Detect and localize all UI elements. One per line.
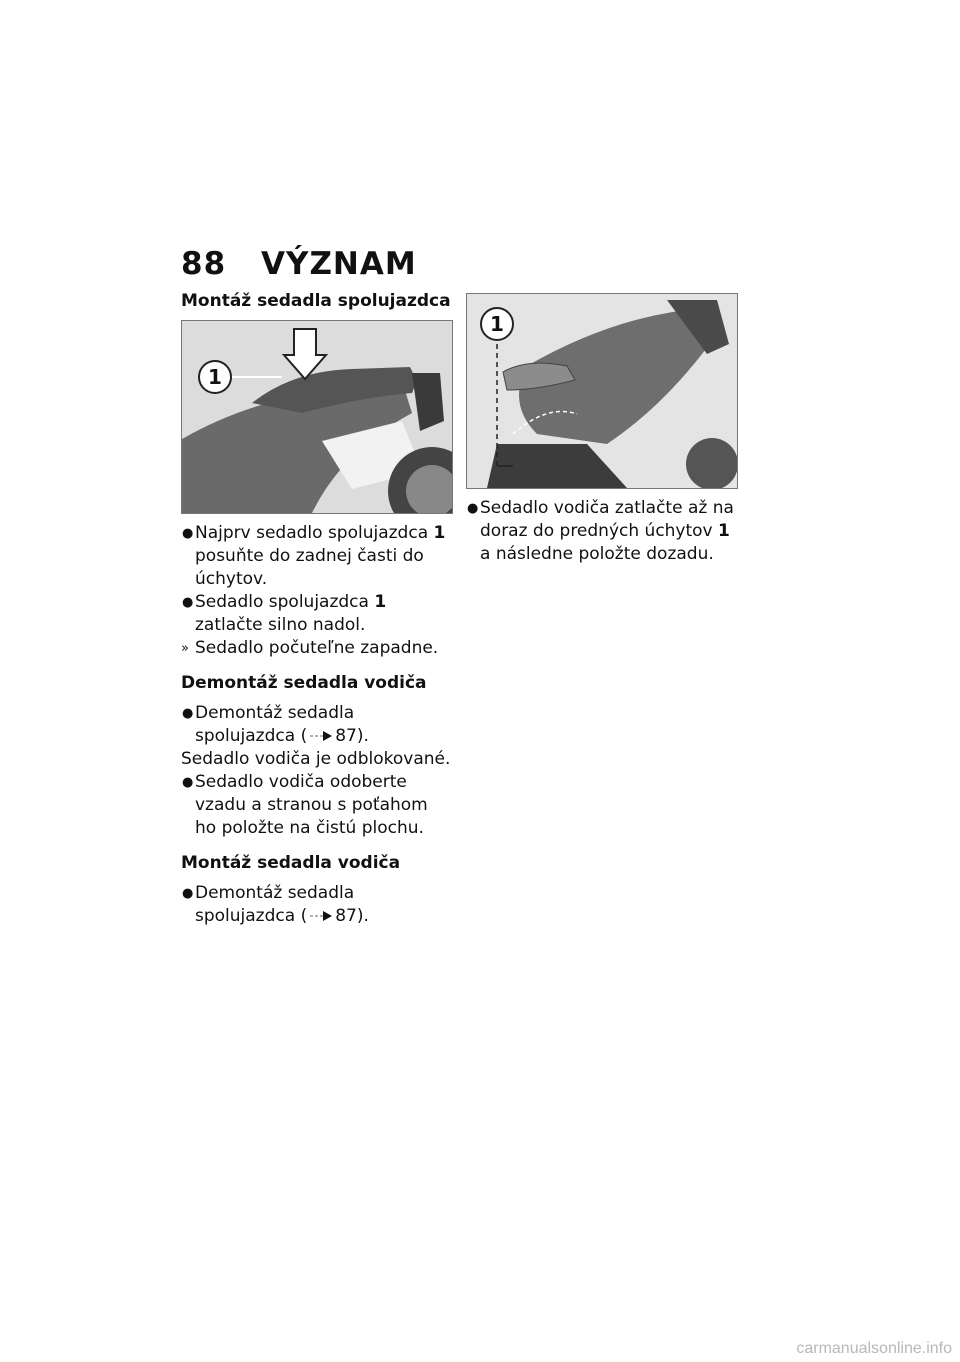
- page-reference-link[interactable]: 87: [307, 726, 357, 746]
- section-rider-seat-removal: [181, 672, 453, 840]
- list-item: ● Demontáž sedadla spolujazdca ( 87).: [182, 703, 369, 746]
- section-rider-seat-install: [181, 852, 453, 928]
- figure-callout-1: 1: [208, 365, 222, 389]
- page-ref-arrow-icon: [309, 910, 333, 922]
- passenger-seat-steps: [181, 522, 453, 660]
- figure-rider-seat: [466, 293, 738, 489]
- result-item: » Sedadlo počuteľne zapadne.: [181, 638, 439, 658]
- watermark: carmanualsonline.info: [796, 1340, 952, 1357]
- left-column: [181, 290, 453, 928]
- list-item: ● Sedadlo vodiča zatlačte až na doraz do predných úchytov 1 a následne položte dozadu.: [467, 498, 734, 564]
- page-number: 88: [181, 246, 227, 282]
- list-item: ● Demontáž sedadla spolujazdca ( 87).: [182, 883, 369, 926]
- page-reference-link[interactable]: 87: [307, 906, 357, 926]
- section-title-rider-seat-install: Montáž sedadla vodiča: [181, 853, 401, 873]
- rider-seat-illustration: [467, 294, 737, 488]
- section-title-passenger-seat-install: Montáž sedadla spolujazdca: [181, 291, 451, 311]
- rider-seat-steps: [466, 497, 738, 566]
- list-item: ● Najprv sedadlo spolujazdca 1 posuňte do zadnej časti do úchytov.: [182, 523, 446, 589]
- note-text: Sedadlo vodiča je odblokované.: [181, 749, 451, 769]
- right-column: [466, 293, 738, 566]
- list-item: ● Sedadlo spolujazdca 1 zatlačte silno nadol.: [182, 592, 387, 635]
- list-item: ● Sedadlo vodiča odoberte vzadu a stranou s poťahom ho položte na čistú plochu.: [182, 772, 428, 838]
- figure-passenger-seat: [181, 320, 453, 514]
- page-header: [181, 246, 417, 282]
- page-ref-arrow-icon: [309, 730, 333, 742]
- section-title-rider-seat-removal: Demontáž sedadla vodiča: [181, 673, 427, 693]
- passenger-seat-illustration: [182, 321, 452, 513]
- figure-callout-1: 1: [490, 312, 504, 336]
- chapter-title: VÝZNAM: [261, 246, 417, 282]
